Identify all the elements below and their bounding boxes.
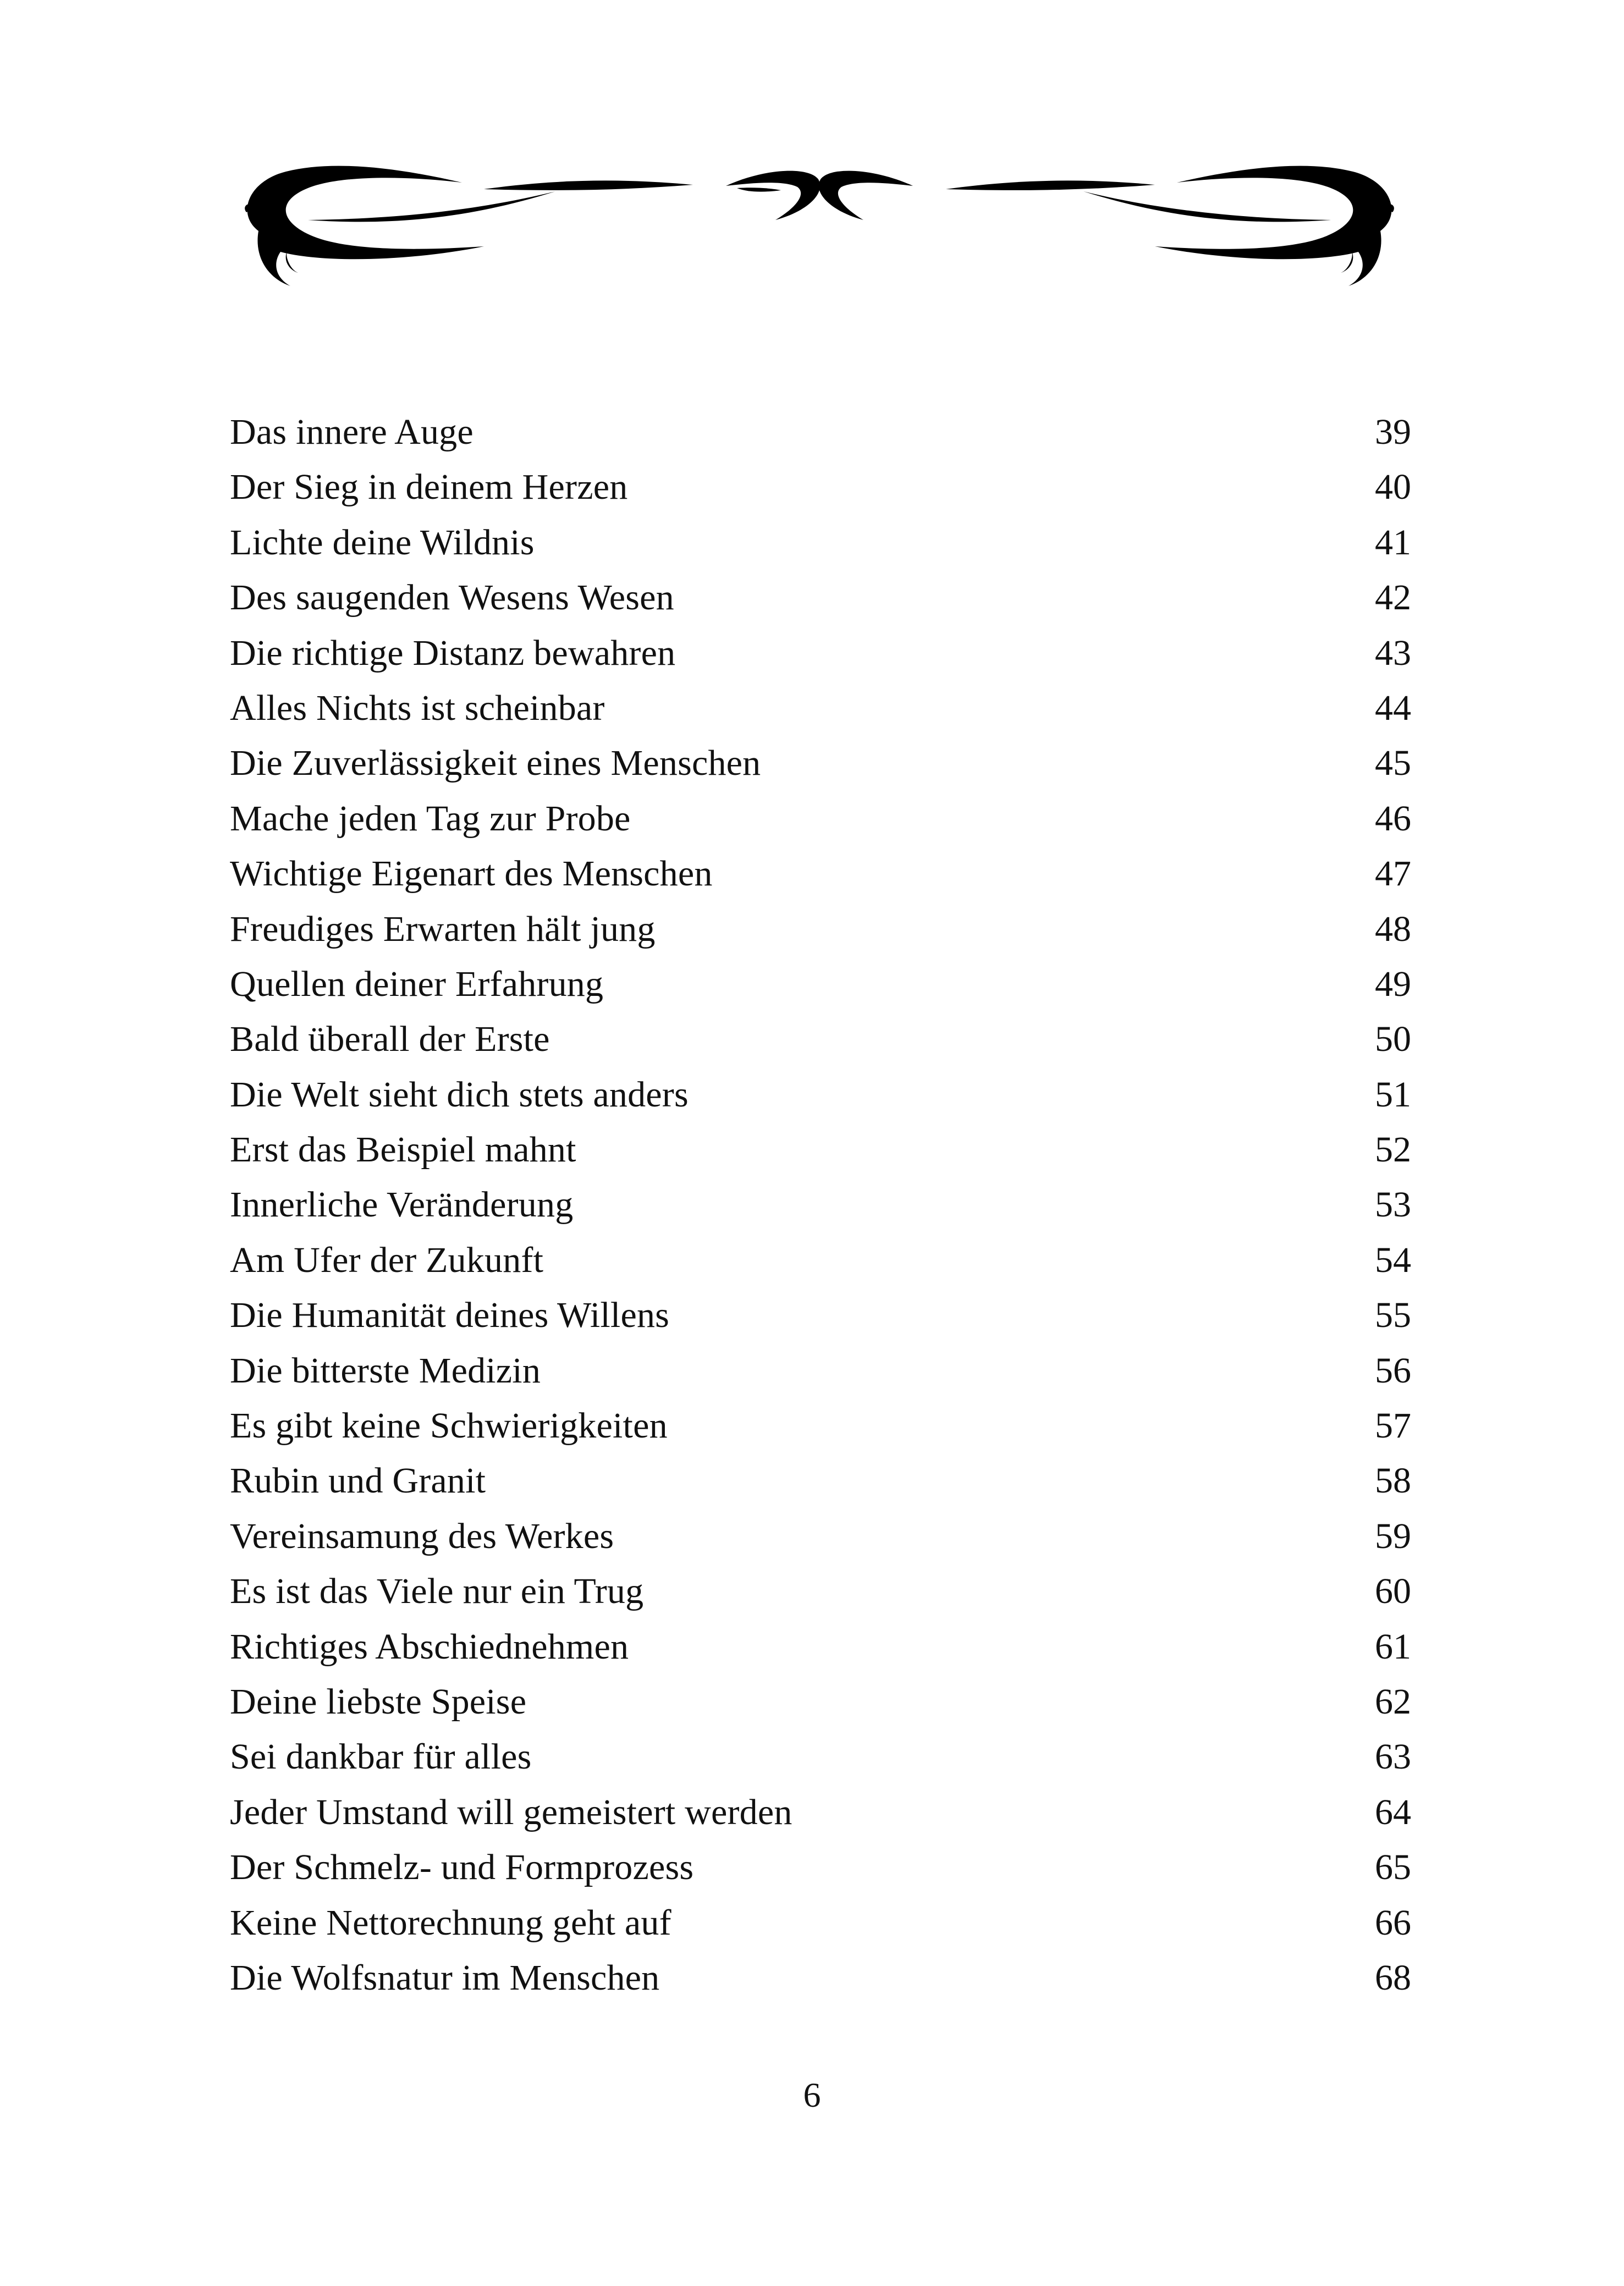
- toc-entry-title: Des saugenden Wesens Wesen: [230, 577, 674, 618]
- toc-entry-title: Die Welt sieht dich stets anders: [230, 1074, 689, 1115]
- toc-entry-title: Deine liebste Speise: [230, 1681, 527, 1722]
- toc-entry[interactable]: [230, 902, 1411, 957]
- toc-entry[interactable]: [230, 1343, 1411, 1398]
- toc-entry-page: 56: [1375, 1350, 1411, 1391]
- toc-entry-page: 55: [1375, 1295, 1411, 1336]
- toc-entry-page: 46: [1375, 798, 1411, 839]
- toc-entry[interactable]: [230, 1620, 1411, 1674]
- toc-entry[interactable]: [230, 1012, 1411, 1067]
- toc-entry[interactable]: [230, 1785, 1411, 1840]
- toc-entry-title: Erst das Beispiel mahnt: [230, 1130, 576, 1170]
- toc-entry-page: 51: [1375, 1074, 1411, 1115]
- toc-entry-title: Die Humanität deines Willens: [230, 1295, 670, 1336]
- toc-entry[interactable]: [230, 460, 1411, 515]
- toc-entry[interactable]: [230, 1177, 1411, 1232]
- toc-entry-title: Die Wolfsnatur im Menschen: [230, 1957, 660, 1998]
- toc-entry-page: 68: [1375, 1957, 1411, 1998]
- toc-entry-page: 48: [1375, 908, 1411, 949]
- toc-entry[interactable]: [230, 626, 1411, 681]
- toc-entry-title: Am Ufer der Zukunft: [230, 1240, 544, 1280]
- toc-entry[interactable]: [230, 1840, 1411, 1895]
- toc-entry[interactable]: [230, 1674, 1411, 1729]
- toc-entry-page: 39: [1375, 412, 1411, 452]
- toc-entry[interactable]: [230, 1564, 1411, 1619]
- toc-entry-page: 45: [1375, 743, 1411, 784]
- toc-entry-title: Das innere Auge: [230, 412, 474, 452]
- toc-entry-title: Der Schmelz- und Formprozess: [230, 1847, 694, 1888]
- toc-entry-page: 40: [1375, 467, 1411, 508]
- toc-entry[interactable]: [230, 1233, 1411, 1288]
- toc-entry[interactable]: [230, 1509, 1411, 1564]
- toc-entry-title: Rubin und Granit: [230, 1461, 486, 1501]
- toc-entry-title: Mache jeden Tag zur Probe: [230, 798, 631, 839]
- toc-entry[interactable]: [230, 736, 1411, 791]
- toc-entry-title: Die bitterste Medizin: [230, 1350, 541, 1391]
- toc-entry[interactable]: [230, 681, 1411, 736]
- toc-entry-page: 54: [1375, 1240, 1411, 1280]
- toc-entry-title: Es ist das Viele nur ein Trug: [230, 1571, 644, 1612]
- toc-entry-title: Freudiges Erwarten hält jung: [230, 908, 656, 949]
- toc-entry[interactable]: [230, 957, 1411, 1012]
- toc-entry[interactable]: [230, 1288, 1411, 1343]
- toc-entry-page: 52: [1375, 1130, 1411, 1170]
- toc-entry[interactable]: [230, 405, 1411, 460]
- toc-entry-title: Sei dankbar für alles: [230, 1737, 532, 1777]
- toc-entry-title: Alles Nichts ist scheinbar: [230, 687, 605, 728]
- toc-entry[interactable]: [230, 791, 1411, 846]
- toc-entry-page: 61: [1375, 1626, 1411, 1667]
- toc-entry-page: 47: [1375, 853, 1411, 894]
- toc-entry[interactable]: [230, 1067, 1411, 1122]
- toc-entry[interactable]: [230, 1398, 1411, 1453]
- toc-entry-title: Wichtige Eigenart des Menschen: [230, 853, 713, 894]
- toc-entry-title: Bald überall der Erste: [230, 1019, 550, 1060]
- toc-entry-title: Keine Nettorechnung geht auf: [230, 1902, 671, 1943]
- toc-entry-title: Innerliche Veränderung: [230, 1185, 574, 1225]
- toc-entry-page: 62: [1375, 1681, 1411, 1722]
- toc-entry-page: 41: [1375, 522, 1411, 563]
- toc-entry-title: Vereinsamung des Werkes: [230, 1516, 614, 1556]
- toc-entry[interactable]: [230, 1453, 1411, 1508]
- toc-entry-page: 57: [1375, 1406, 1411, 1446]
- toc-entry-page: 64: [1375, 1792, 1411, 1832]
- toc-entry-title: Die richtige Distanz bewahren: [230, 632, 676, 673]
- page-number: 6: [803, 2075, 821, 2114]
- toc-entry[interactable]: [230, 1951, 1411, 2006]
- toc-entry-page: 58: [1375, 1461, 1411, 1501]
- toc-entry-title: Richtiges Abschiednehmen: [230, 1626, 629, 1667]
- toc-entry-title: Quellen deiner Erfahrung: [230, 963, 604, 1004]
- toc-entry-page: 63: [1375, 1737, 1411, 1777]
- toc-entry-page: 42: [1375, 577, 1411, 618]
- toc-entry[interactable]: [230, 515, 1411, 570]
- toc-entry-page: 59: [1375, 1516, 1411, 1556]
- toc-entry-page: 50: [1375, 1019, 1411, 1060]
- toc-entry[interactable]: [230, 1896, 1411, 1951]
- toc-entry-page: 43: [1375, 632, 1411, 673]
- toc-entry-title: Der Sieg in deinem Herzen: [230, 467, 628, 508]
- toc-entry-title: Jeder Umstand will gemeistert werden: [230, 1792, 792, 1832]
- toc-entry-title: Lichte deine Wildnis: [230, 522, 535, 563]
- toc-entry-page: 49: [1375, 963, 1411, 1004]
- toc-entry-title: Die Zuverlässigkeit eines Menschen: [230, 743, 761, 784]
- toc-entry[interactable]: [230, 846, 1411, 901]
- toc-entry-page: 60: [1375, 1571, 1411, 1612]
- toc-entry[interactable]: [230, 1122, 1411, 1177]
- toc-entry[interactable]: [230, 1729, 1411, 1784]
- toc-entry-page: 66: [1375, 1902, 1411, 1943]
- toc-entry-page: 65: [1375, 1847, 1411, 1888]
- toc-entry-page: 53: [1375, 1185, 1411, 1225]
- toc-entry-title: Es gibt keine Schwierigkeiten: [230, 1406, 668, 1446]
- toc-entry[interactable]: [230, 570, 1411, 625]
- table-of-contents: [230, 405, 1411, 2006]
- flourish-ornament-icon: [225, 154, 1413, 297]
- toc-entry-page: 44: [1375, 687, 1411, 728]
